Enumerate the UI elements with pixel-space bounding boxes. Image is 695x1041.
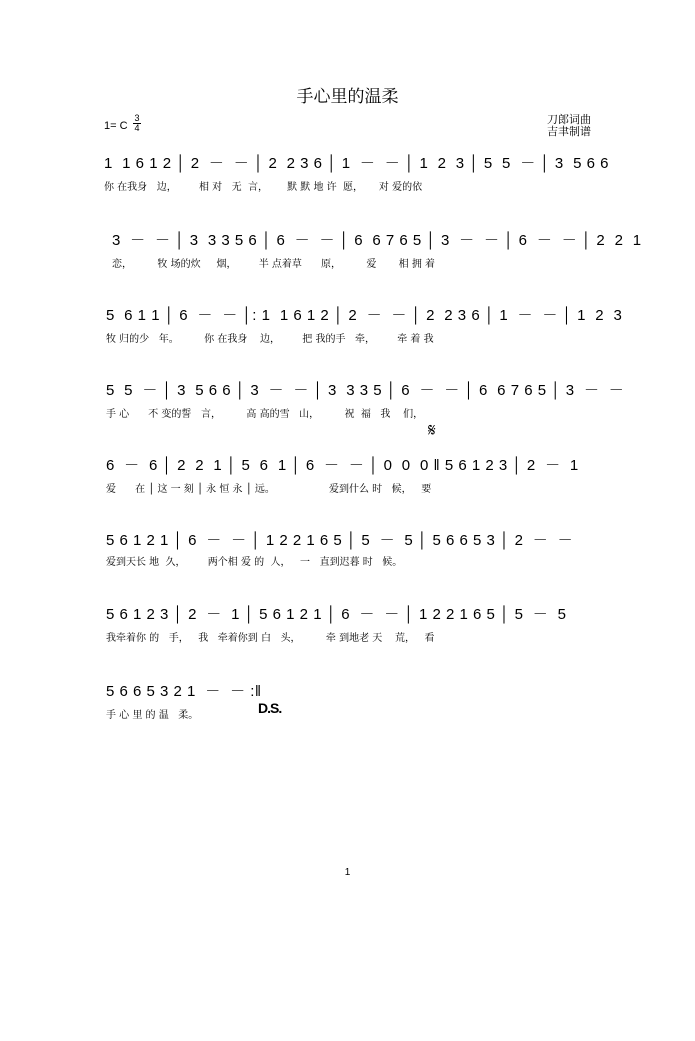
score-lyrics: 牧 归的少 年。 你 在我身 边， 把 我的手 牵， 牵 着 我 — [106, 334, 434, 345]
time-signature — [133, 114, 141, 133]
score-notes: 6 － 6 │ 2 2 1 │ 5 6 1 │ 6 － － │ 0 0 0 ‖ 5 6 1 2 3 │ 2 － 1 — [106, 457, 579, 474]
score-notes: 5 5 － │ 3 5 6 6 │ 3 － － │ 3 3 3 5 │ 6 － － │ 6 6 7 6 5 │ 3 － － — [106, 382, 625, 399]
segno-icon: 𝄋 — [428, 420, 436, 441]
score-notes: 1 1 6 1 2 │ 2 － － │ 2 2 3 6 │ 1 － － │ 1 2 3 │ 5 5 － │ 3 5 6 6 — [104, 155, 609, 172]
score-notes: 5 6 1 2 1 │ 6 － － │ 1 2 2 1 6 5 │ 5 － 5 │ 5 6 6 5 3 │ 2 － － — [106, 532, 574, 549]
score-lyrics: 我牵着你 的 手， 我 牵着你到 白 头， 牵 到地老 天 荒， 看 — [106, 633, 435, 644]
credit-transcriber: 吉聿制谱 — [547, 125, 591, 138]
score-lyrics: 手 心 不 变的誓 言， 高 高的雪 山， 祝 福 我 们， — [106, 409, 424, 420]
score-lyrics: 恋， 牧 场的炊 烟， 半 点着草 原， 爱 相 拥 着 — [112, 259, 436, 270]
ds-mark: D.S. — [258, 700, 282, 716]
score-notes: 3 － － │ 3 3 3 5 6 │ 6 － － │ 6 6 7 6 5 │ 3 － － │ 6 － － │ 2 2 1 — [112, 232, 642, 249]
score-lyrics: 你 在我身 边， 相 对 无 言， 默 默 地 许 愿， 对 爱的依 — [104, 182, 423, 193]
score-notes: 5 6 1 2 3 │ 2 － 1 │ 5 6 1 2 1 │ 6 － － │ 1 2 2 1 6 5 │ 5 － 5 — [106, 606, 567, 623]
score-notes: 5 6 6 5 3 2 1 － － :‖ — [106, 683, 262, 700]
page-number: 1 — [344, 867, 351, 878]
score-lyrics: 爱 在 │ 这 一 刻 │ 永 恒 永 │ 远。 爱到什么 时 候， 要 — [106, 484, 432, 495]
credit-lyricist-composer: 刀郎词曲 — [547, 113, 591, 126]
score-lyrics: 手 心 里 的 温 柔。 — [106, 710, 199, 721]
time-signature-bottom: 4 — [134, 123, 140, 133]
score-notes: 5 6 1 1 │ 6 － － │: 1 1 6 1 2 │ 2 － － │ 2 2 3 6 │ 1 － － │ 1 2 3 — [106, 307, 623, 324]
key-signature: 1= C — [104, 120, 128, 132]
score-lyrics: 爱到天长 地 久， 两个相 爱 的 人， 一 直到迟暮 时 候。 — [106, 557, 403, 568]
time-signature-top: 3 — [134, 113, 140, 123]
page-title: 手心里的温柔 — [296, 87, 399, 107]
